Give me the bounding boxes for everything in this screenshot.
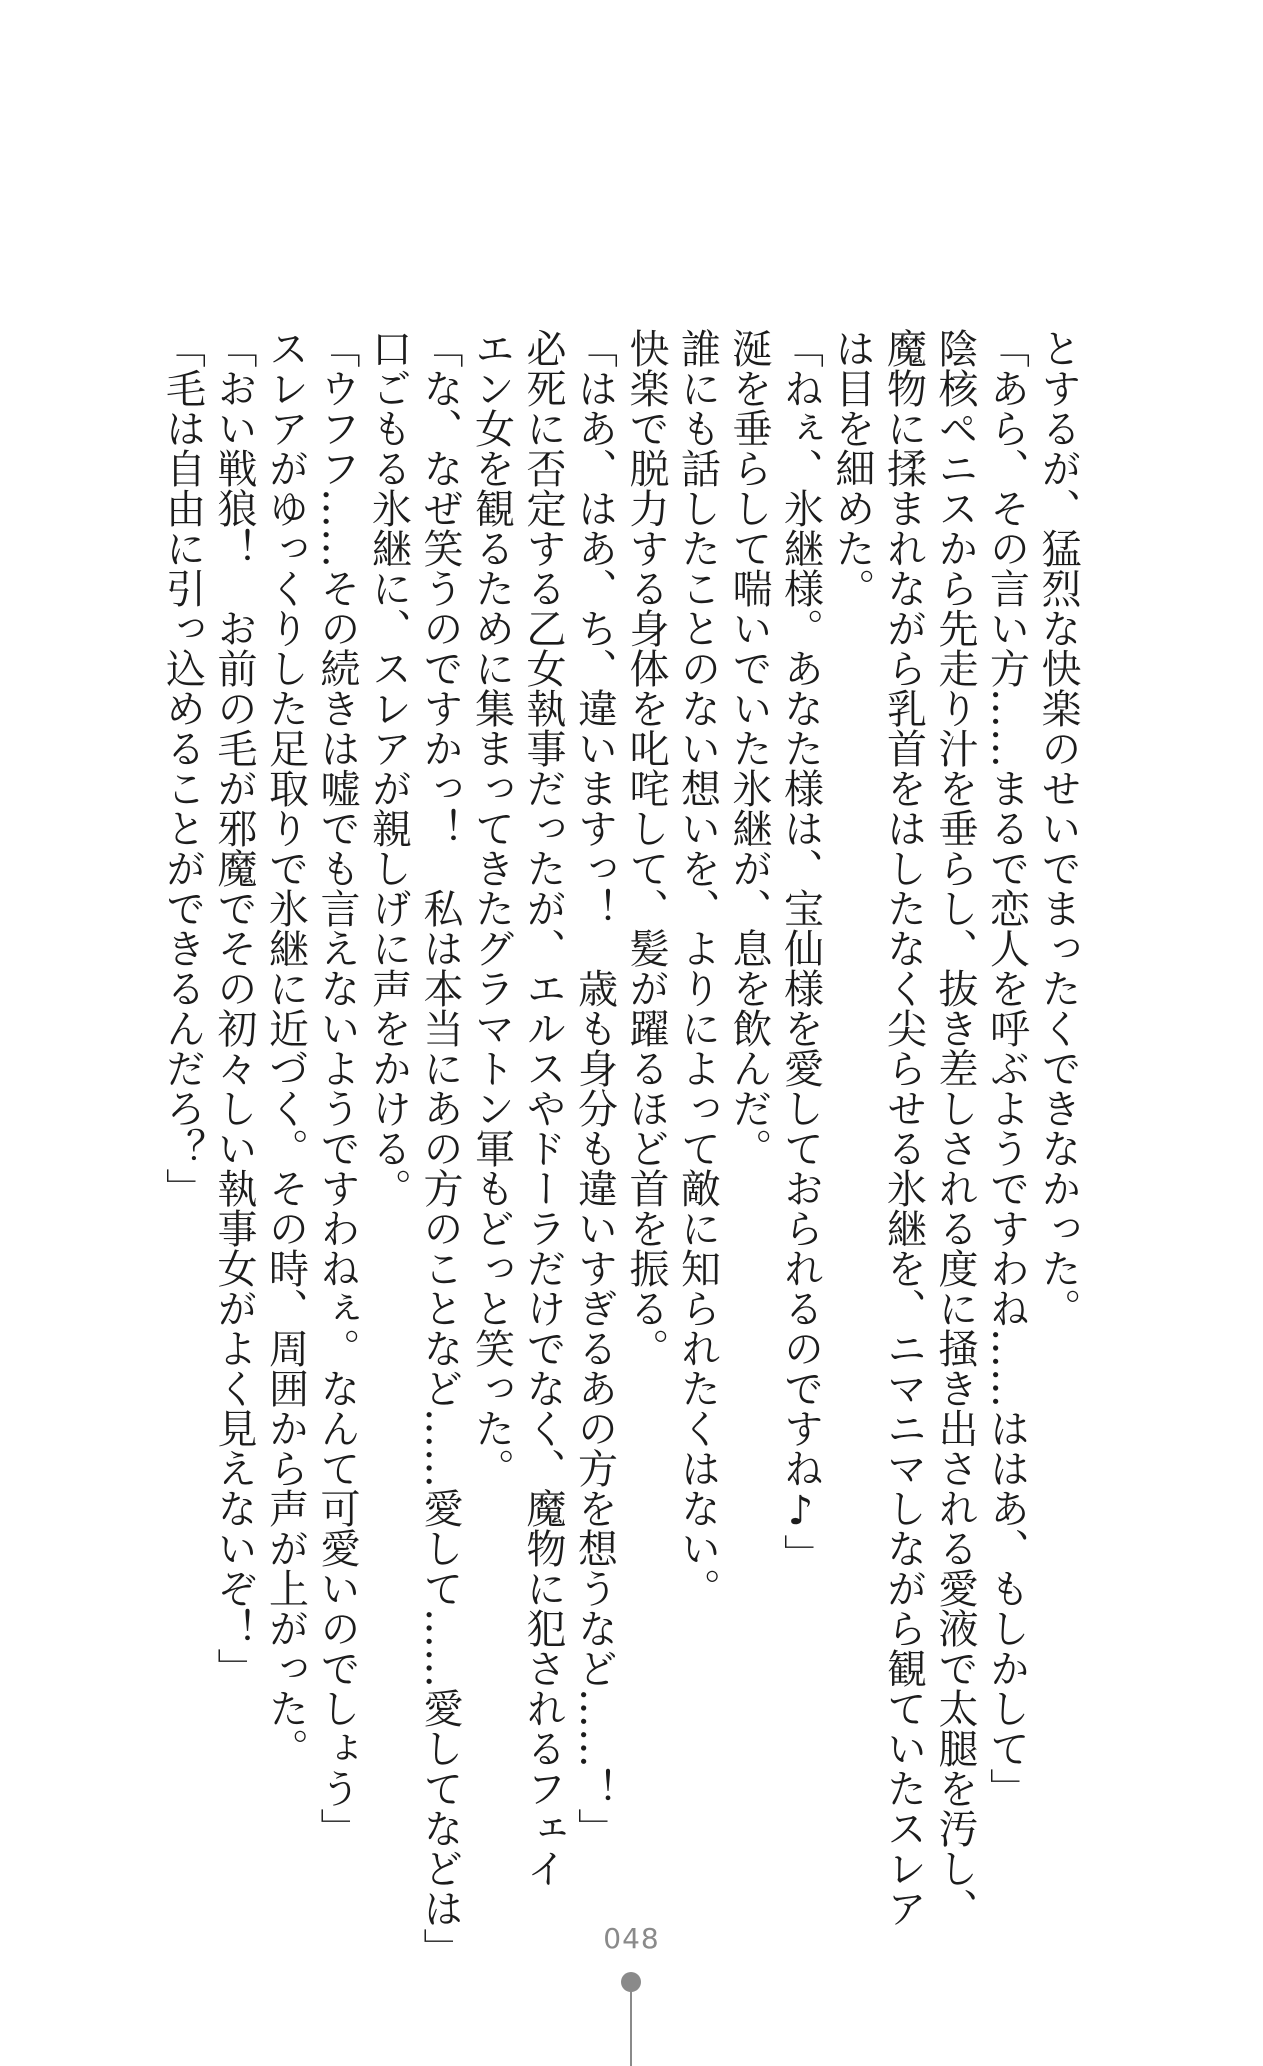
text-line: 「ねぇ、氷継様。あなた様は、宝仙様を愛しておられるのですね♪」 [777, 328, 824, 1574]
page-number: 048 [603, 1922, 660, 1955]
text-line: 「はあ、はあ、ち、違いますっ！ 歳も身分も違いすぎるあの方を想うなど……！」 [571, 328, 618, 1848]
text-line: は目を細めた。 [829, 328, 875, 608]
text-line: 口ごもる氷継に、スレアが親しげに声をかける。 [365, 328, 412, 1208]
text-line: 必死に否定する乙女執事だったが、エルスやドーラだけでなく、魔物に犯されるフェイ [520, 328, 566, 1888]
text-line: スレアがゆっくりした足取りで氷継に近づく。その時、周囲から声が上がった。 [262, 328, 309, 1768]
text-line: 陰核ペニスから先走り汁を垂らし、抜き差しされる度に掻き出される愛液で太腿を汚し、 [932, 328, 978, 1928]
page-marker-line [630, 1990, 632, 2066]
text-line: 「ウフフ……その続きは嘘でも言えないようですわねぇ。なんて可愛いのでしょう」 [314, 328, 360, 1848]
text-line: とするが、猛烈な快楽のせいでまったくできなかった。 [1035, 328, 1081, 1328]
text-line: エン女を観るために集まってきたグラマトン軍もどっと笑った。 [468, 328, 515, 1488]
text-line: 涎を垂らして喘いでいた氷継が、息を飲んだ。 [726, 328, 772, 1168]
text-line: 魔物に揉まれながら乳首をはしたなく尖らせる氷継を、ニマニマしながら観ていたスレア [880, 328, 927, 1928]
text-line: 「な、なぜ笑うのですかっ！ 私は本当にあの方のことなど……愛して……愛してなどは」 [417, 328, 463, 1968]
text-line: 「おい戦狼！ お前の毛が邪魔でその初々しい執事女がよく見えないぞ！」 [211, 328, 257, 1688]
text-line: 「あら、その言い方……まるで恋人を呼ぶようですわね……ははあ、もしかして」 [983, 328, 1030, 1808]
page-marker-dot [621, 1972, 641, 1992]
text-line: 誰にも話したことのない想いを、よりによって敵に知られたくはない。 [674, 328, 721, 1608]
text-line: 快楽で脱力する身体を叱咤して、髪が躍るほど首を振る。 [623, 328, 669, 1368]
text-line: 「毛は自由に引っ込めることができるんだろ？」 [159, 328, 206, 1208]
